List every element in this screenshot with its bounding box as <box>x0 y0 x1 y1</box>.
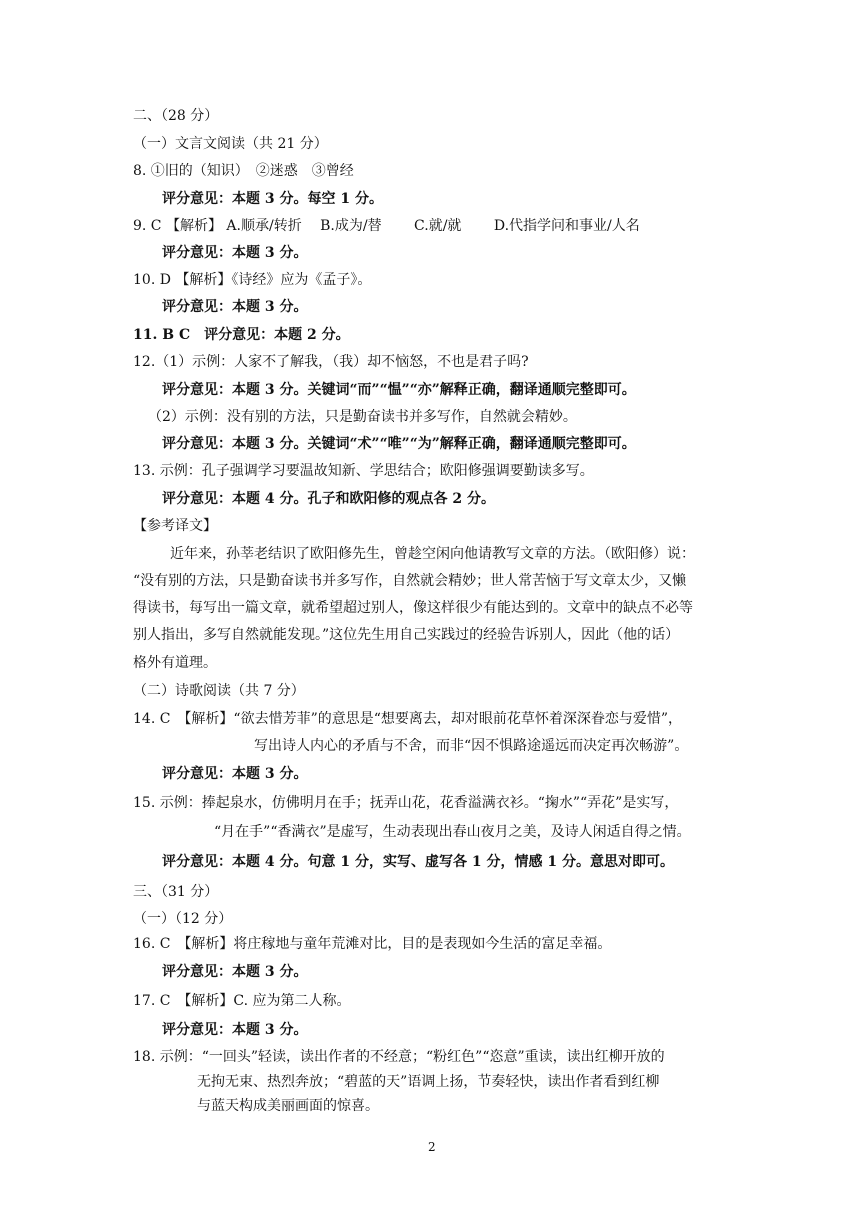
answer-16: 16. C 【解析】将庄稼地与童年荒滩对比，目的是表现如今生活的富足幸福。 <box>133 936 612 952</box>
translation-line: 得读书，每写出一篇文章，就希望超过别人，像这样很少有能达到的。文章中的缺点不必等 <box>133 600 693 616</box>
reference-translation-heading: 【参考译文】 <box>133 518 217 534</box>
scoring-14: 评分意见：本题 3 分。 <box>162 766 308 782</box>
subsection-classical-heading: （一）文言文阅读（共 21 分） <box>133 136 328 152</box>
subsection-poetry-heading: （二）诗歌阅读（共 7 分） <box>133 683 305 699</box>
answer-12-1: 12.（1）示例：人家不了解我，（我）却不恼怒，不也是君子吗? <box>133 354 529 370</box>
translation-line: 近年来，孙莘老结识了欧阳修先生，曾趁空闲向他请教写文章的方法。（欧阳修）说： <box>170 546 695 562</box>
scoring-13: 评分意见：本题 4 分。孔子和欧阳修的观点各 2 分。 <box>162 491 495 507</box>
scoring-12-2: 评分意见：本题 3 分。关键词“术”“唯”“为”解释正确，翻译通顺完整即可。 <box>162 436 636 452</box>
answer-8: 8. ①旧的（知识） ②迷惑 ③曾经 <box>133 163 354 179</box>
answer-18-cont: 无拘无束、热烈奔放；“碧蓝的天”语调上扬，节奏轻快，读出作者看到红柳 <box>197 1074 660 1090</box>
section-3-heading: 三、（31 分） <box>133 884 219 900</box>
scoring-12-1: 评分意见：本题 3 分。关键词“而”“愠”“亦”解释正确，翻译通顺完整即可。 <box>162 382 636 398</box>
answer-14: 14. C 【解析】“欲去惜芳菲”的意思是“想要离去，却对眼前花草怀着深深眷恋与爱惜”， <box>133 711 683 727</box>
page-number: 2 <box>428 1140 436 1154</box>
scoring-15: 评分意见：本题 4 分。句意 1 分，实写、虚写各 1 分，情感 1 分。意思对即可。 <box>162 854 674 870</box>
answer-13: 13. 示例：孔子强调学习要温故知新、学思结合；欧阳修强调要勤读多写。 <box>133 463 594 479</box>
answer-18: 18. 示例：“一回头”轻读，读出作者的不经意；“粉红色”“恣意”重读，读出红柳开放的 <box>133 1049 665 1065</box>
answer-15: 15. 示例：捧起泉水，仿佛明月在手；抚弄山花，花香溢满衣衫。“掬水”“弄花”是实写， <box>133 795 679 811</box>
scoring-17: 评分意见：本题 3 分。 <box>162 1022 308 1038</box>
answer-14-cont: 写出诗人内心的矛盾与不舍，而非“因不惧路途遥远而决定再次畅游”。 <box>254 738 689 754</box>
translation-line: 别人指出，多写自然就能发现。”这位先生用自己实践过的经验告诉别人，因此（他的话） <box>133 627 680 643</box>
subsection-3-1-heading: （一）（12 分） <box>133 911 233 927</box>
scoring-10: 评分意见：本题 3 分。 <box>162 299 308 315</box>
answer-15-cont: “月在手”“香满衣”是虚写，生动表现出春山夜月之美，及诗人闲适自得之情。 <box>214 824 691 840</box>
scoring-16: 评分意见：本题 3 分。 <box>162 964 308 980</box>
translation-line: “没有别的方法，只是勤奋读书并多写作，自然就会精妙；世人常苦恼于写文章太少，又懒 <box>133 573 687 589</box>
answer-17: 17. C 【解析】C. 应为第二人称。 <box>133 993 351 1009</box>
translation-line: 格外有道理。 <box>133 655 217 671</box>
section-2-heading: 二、（28 分） <box>133 108 219 124</box>
scoring-8: 评分意见：本题 3 分。每空 1 分。 <box>162 191 383 207</box>
answer-11: 11. B C 评分意见：本题 2 分。 <box>133 327 350 343</box>
answer-9: 9. C 【解析】 A.顺承/转折 B.成为/替 C.就/就 D.代指学问和事业/人名 <box>133 218 640 234</box>
answer-18-cont: 与蓝天构成美丽画面的惊喜。 <box>197 1098 379 1114</box>
answer-10: 10. D 【解析】《诗经》应为《孟子》。 <box>133 272 372 288</box>
scoring-9: 评分意见：本题 3 分。 <box>162 245 308 261</box>
answer-12-2: （2）示例：没有别的方法，只是勤奋读书并多写作，自然就会精妙。 <box>148 409 577 425</box>
